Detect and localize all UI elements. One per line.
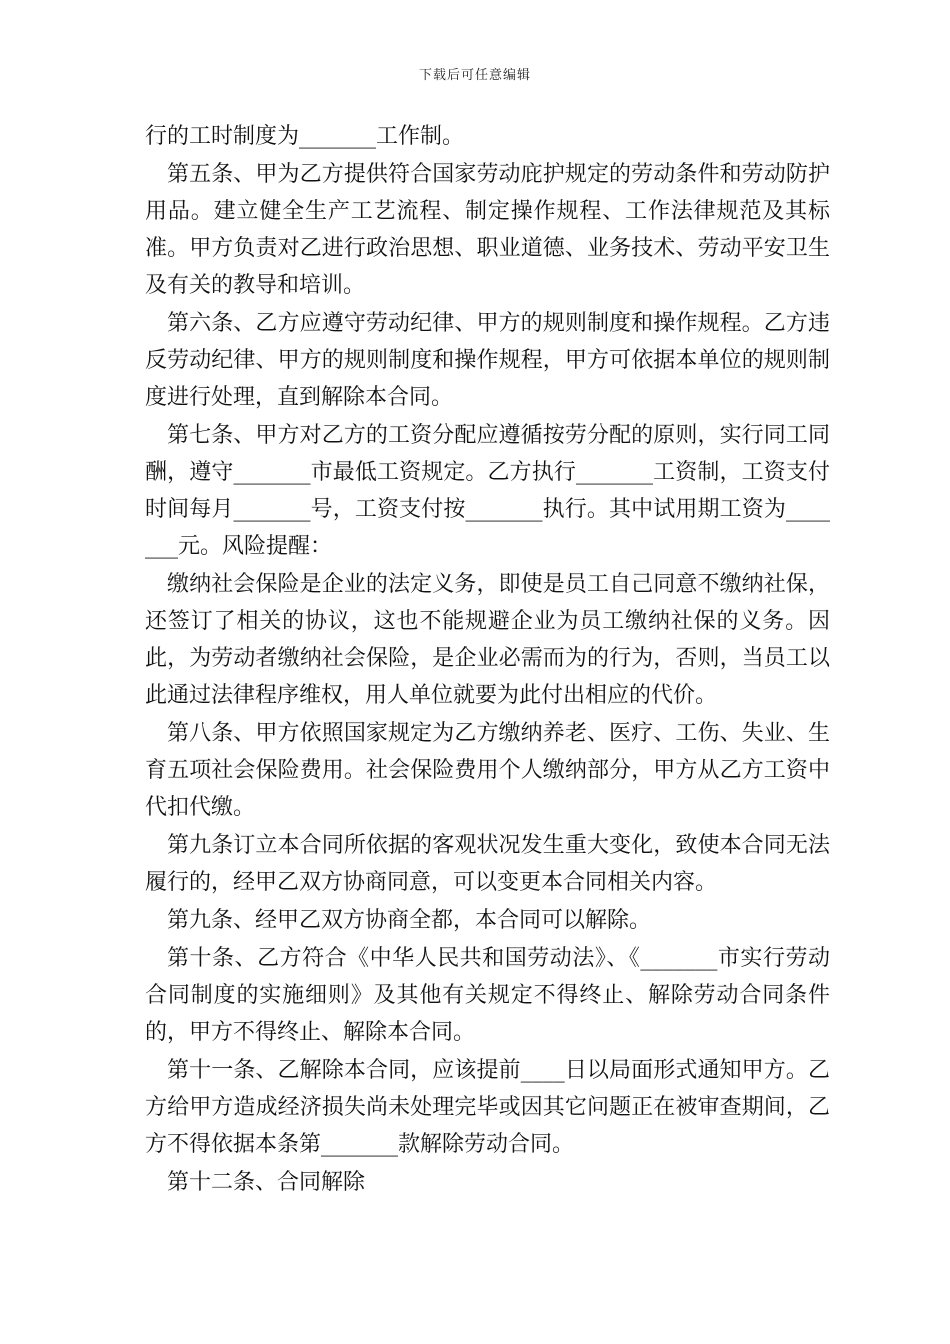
- paragraph-article-5: 第五条、甲为乙方提供符合国家劳动庇护规定的劳动条件和劳动防护用品。建立健全生产工艺流程、制定操作规程、工作法律规范及其标准。甲方负责对乙进行政治思想、职业道德、业务技术、劳动平安卫生及有关的教导和培训。: [145, 162, 830, 298]
- paragraph-article-12: 第十二条、合同解除: [167, 1170, 366, 1195]
- paragraph-article-9-terminate: 第九条、经甲乙双方协商全都，本合同可以解除。: [167, 908, 652, 933]
- paragraph-risk-note: 缴纳社会保险是企业的法定义务，即使是员工自己同意不缴纳社保，还签订了相关的协议，这也不能规避企业为员工缴纳社保的义务。因此，为劳动者缴纳社会保险，是企业必需而为的行为，否则，当员工以此通过法律程序维权，用人单位就要为此付出相应的代价。: [145, 572, 830, 708]
- page-header: 下载后可任意编辑: [418, 68, 531, 83]
- paragraph-article-10: 第十条、乙方符合《中华人民共和国劳动法》、《_______市实行劳动合同制度的实施细则》及其他有关规定不得终止、解除劳动合同条件的，甲方不得终止、解除本合同。: [145, 946, 830, 1045]
- paragraph-work-hours: 行的工时制度为_______工作制。: [145, 124, 465, 149]
- document-body: [145, 118, 830, 1201]
- paragraph-article-6: 第六条、乙方应遵守劳动纪律、甲方的规则制度和操作规程。乙方违反劳动纪律、甲方的规则制度和操作规程，甲方可依据本单位的规则制度进行处理，直到解除本合同。: [145, 311, 830, 410]
- paragraph-article-7: 第七条、甲方对乙方的工资分配应遵循按劳分配的原则，实行同工同酬，遵守_______市最低工资规定。乙方执行_______工资制，工资支付时间每月_______号，工资支付按_______执行。其中试用期工资为_______元。风险提醒：: [145, 423, 830, 559]
- paragraph-article-8: 第八条、甲方依照国家规定为乙方缴纳养老、医疗、工伤、失业、生育五项社会保险费用。社会保险费用个人缴纳部分，甲方从乙方工资中代扣代缴。: [145, 721, 830, 820]
- paragraph-article-11: 第十一条、乙解除本合同，应该提前____日以局面形式通知甲方。乙方给甲方造成经济损失尚未处理完毕或因其它问题正在被审查期间，乙方不得依据本条第_______款解除劳动合同。: [145, 1058, 830, 1157]
- paragraph-article-9-change: 第九条订立本合同所依据的客观状况发生重大变化，致使本合同无法履行的，经甲乙双方协商同意，可以变更本合同相关内容。: [145, 833, 830, 895]
